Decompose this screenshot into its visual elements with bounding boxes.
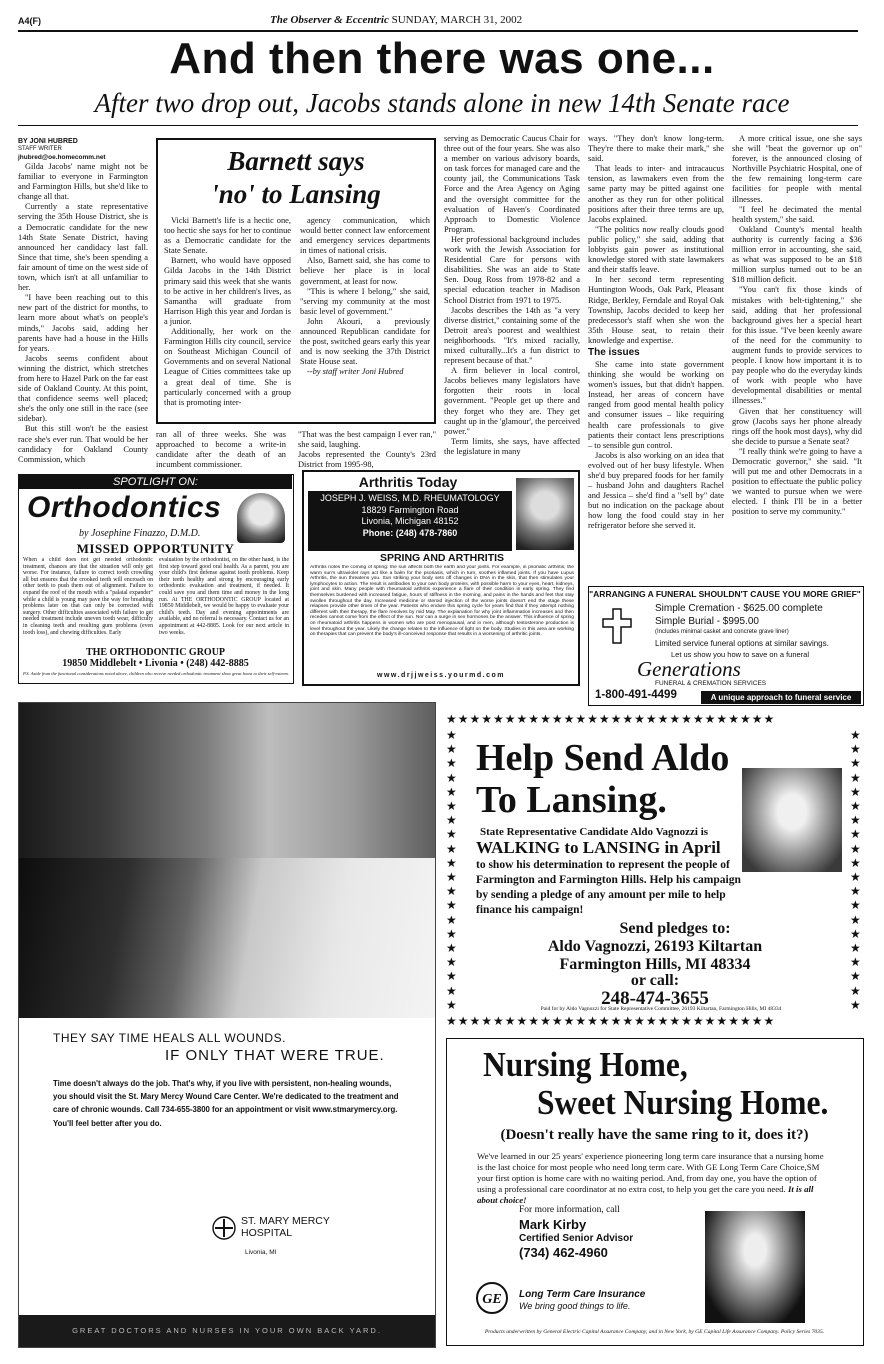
page-number: A4(F) [18, 16, 41, 26]
col5-subhead: The issues [588, 346, 640, 358]
funeral-burial: Simple Burial - $995.00 [655, 616, 759, 627]
mercy-photo-woman [19, 703, 435, 858]
funeral-brand-sub: FUNERAL & CREMATION SERVICES [655, 680, 767, 687]
col3-para: "That was the best campaign I ever ran," she said, laughing. Jacobs represented the County's 23rd District from 1995-98, [298, 430, 436, 470]
sidebar-credit: --by staff writer Joni Hubred [307, 367, 404, 377]
col4-para: Her professional background includes work with the Jewish Association for Residential Care for persons with disabilities. She was an aide to State Sen. Doug Ross from 1978-82 and a special education teacher in Madison School District from 1971 to 1975. [444, 234, 580, 305]
star-border-top: ★★★★★★★★★★★★★★★★★★★★★★★★★★★★ [446, 712, 776, 726]
col4-para: serving as Democratic Caucus Chair for three out of the four years. She was also a member on various advisory boards, on task forces for managed care and the county jail, the Communications Task Force and the Area Agency on Aging and the oversight committee for the evaluation of Haven's Coordinated Approach to Domestic Violence Program. [444, 134, 580, 234]
nursing-title-1: Nursing Home, [483, 1045, 688, 1084]
ortho-kicker: SPOTLIGHT ON: [19, 475, 292, 489]
article-col-4 [444, 134, 580, 457]
arthritis-url[interactable]: www.drjjweiss.yourmd.com [377, 672, 505, 679]
mercy-footer: GREAT DOCTORS AND NURSES IN YOUR OWN BACK YARD. [19, 1315, 435, 1347]
aldo-body-1: State Representative Candidate Aldo Vagnozzi is [480, 826, 709, 838]
ge-logo [475, 1281, 509, 1315]
aldo-phone[interactable]: 248-474-3655 [601, 988, 709, 1009]
nursing-phone[interactable]: (734) 462-4960 [519, 1245, 608, 1260]
star-border-bottom: ★★★★★★★★★★★★★★★★★★★★★★★★★★★★ [446, 1014, 776, 1028]
mercy-headline-2: IF ONLY THAT WERE TRUE. [165, 1047, 385, 1064]
nursing-body-text: We've learned in our 25 years' experience pioneering long term care insurance that a nursing home is the last choice for most people who need long term care. With GE Long Term Care Choice,SM your first option is home care with no waiting period. And, from day one, you have the option of using a professional care coordinator at no extra cost, to help you get the care you need. [477, 1151, 824, 1194]
sidebar-title-2: 'no' to Lansing [211, 179, 381, 209]
col2-continued [156, 430, 286, 470]
svg-text:GE: GE [482, 1292, 502, 1307]
aldo-addr-2: Farmington Hills, MI 48334 [559, 956, 751, 973]
article-col-6 [732, 134, 862, 518]
funeral-phone[interactable]: 1-800-491-4499 [595, 689, 677, 701]
funeral-cross-icon [597, 605, 637, 645]
ad-ge-nursing-home [446, 1038, 864, 1346]
nursing-subtitle: (Doesn't really have the same ring to it, does it?) [500, 1127, 809, 1143]
article-col-1 [18, 138, 148, 465]
col2-para: ran all of three weeks. She was approached to become a write-in candidate after the death of an incumbent commissioner. [156, 430, 286, 470]
arthritis-street: 18829 Farmington Road [361, 504, 459, 515]
ad-arthritis [302, 470, 580, 686]
headline: And then there was one... [169, 34, 715, 83]
col6-para: Oakland County's mental health authority is currently facing a $36 million error in accounting, she said, as what was supposed to be an $18 million surplus turned out to be an $18 million deficit. [732, 224, 862, 285]
arthritis-phone: Phone: (248) 478-7860 [362, 527, 458, 538]
sidebar-para: Additionally, her work on the Farmington Hills city council, service on Southeast Michigan Council of Governments and on several National League of Cities committees take up a great deal of time. She is particularly concerned with a group that is promoting inter- [164, 327, 291, 407]
aldo-body-2: WALKING to LANSING in April [476, 838, 721, 857]
nursing-fine: Products underwritten by General Electric Capital Assurance Company, and in New York, by GE Capital Life Assurance Company. Policy Series 7035. [484, 1329, 825, 1335]
paper-name: The Observer & Eccentric [270, 14, 389, 26]
col3-continued [298, 430, 436, 470]
star-border-right: ★ ★ ★ ★ ★ ★ ★ ★ ★ ★ ★ ★ ★ ★ ★ ★ ★ ★ ★ ★ [850, 728, 862, 1012]
col5-para: ways. "They don't know long-term. They're there to make their mark," she said. [588, 134, 724, 164]
nursing-brand: Long Term Care Insurance [519, 1289, 646, 1300]
funeral-cta: Let us show you how to save on a funeral [671, 650, 810, 659]
byline-title: STAFF WRITER [18, 146, 62, 152]
ad-funeral [588, 586, 864, 706]
col6-para: "I feel he decimated the mental health system," she said. [732, 204, 862, 224]
arthritis-heading: SPRING AND ARTHRITIS [379, 552, 505, 564]
ad-orthodontics [18, 474, 294, 684]
col5-para: Jacobs is also working on an idea that evolved out of her busy lifestyle. When she'd buy prepared foods for her family – husband John and daughters Rachel and Jessica – she'd find a "sell by" date but no indication on the package about how long the food could stay in her refrigerator before she served it. [588, 450, 724, 531]
nursing-body [477, 1151, 827, 1206]
arthritis-city: Livonia, Michigan 48152 [361, 516, 459, 526]
masthead [270, 14, 522, 26]
aldo-send: Send pledges to: [619, 920, 731, 937]
issue-date: SUNDAY, MARCH 31, 2002 [391, 14, 523, 26]
ortho-title: Orthodontics [27, 491, 222, 524]
col5-para: That leads to inter- and intracaucus tension, as lawmakers even from the same party may be pitted against one another as they run for other political positions after their three terms are up, Jacobs explained. [588, 164, 724, 224]
aldo-title-2: To Lansing. [476, 779, 667, 821]
nursing-name: Mark Kirby [519, 1217, 587, 1232]
col6-para: "I really think we're going to have a Democratic governor," she said. "It will put me and other Democrats in a position to effectuate the public policy we wanted to pursue when we were elected. I think I'll be in a better position to serve my community." [732, 446, 862, 517]
mercy-body: Time doesn't always do the job. That's why, if you live with persistent, non-healing wounds, you should visit the St. Mary Mercy Wound Care Center. We're dedicated to the treatment and care of chronic wounds. Call 734-655-3800 for an appointment or visit www.stmarymercy.org. You'll feel better after you do. [53, 1079, 399, 1128]
funeral-cremation: Simple Cremation - $625.00 complete [655, 603, 823, 614]
col4-para: Jacobs describes the 14th as "a very diverse district," containing some of the Detroit area's poorest and wealthiest neighborhoods. "It's mixed racially, mixed culturally...It's a fun district to represent because of that." [444, 305, 580, 366]
aldo-body-3: to show his determination to represent the people of Farmington and Farmington Hills. Help his campaign by sending a pledge of any amount per mile to help finance his campaign! [476, 859, 741, 916]
col1-para: Currently a state representative serving the 35th House District, she is a Democratic candidate for the new 14th State Senate District, having announced her candidacy last fall. Since that time, she's been spending a fair amount of time on the west side of town, which isn't at all unfamiliar to her. [18, 202, 148, 293]
sidebar-para: agency communication, which would better connect law enforcement and emergency services departments in times of national crisis. [300, 216, 430, 256]
col5-para: In her second term representing Huntington Woods, Oak Park, Pleasant Ridge, Berkley, Ferndale and Royal Oak Township, Jacobs decided to keep her predecessor's staff when she won the 35th House seat, to retain their knowledge and expertise. [588, 275, 724, 345]
col1-para: Gilda Jacobs' name might not be familiar to everyone in Farmington and Farmington Hills, but she'd like to change all that. [18, 162, 148, 202]
star-border-left: ★ ★ ★ ★ ★ ★ ★ ★ ★ ★ ★ ★ ★ ★ ★ ★ ★ ★ ★ ★ [446, 728, 458, 1012]
nursing-brand-tag: We bring good things to life. [519, 1301, 631, 1311]
mercy-photo-man [19, 858, 435, 1018]
aldo-orcall: or call: [630, 972, 680, 989]
mercy-cross-icon [211, 1215, 237, 1241]
byline-name: BY JONI HUBRED [18, 138, 78, 145]
col1-para: "I have been reaching out to this new part of the district for months, to learn more about what's on people's minds," Jacobs said, adding her parents have had a house in the Hills for years. [18, 293, 148, 353]
col1-para: Jacobs seems confident about winning the district, which stretches from here to Hazel Park on the far east side of Oakland County. At this point, that confidence seems well placed; she's the only one still in the race (see sidebar). [18, 353, 148, 424]
sidebar-title-1: Barnett says [227, 146, 365, 176]
article-col-5 [588, 134, 724, 532]
col6-para: "You can't fix those kinds of mistakes with belt-tightening," she said, adding that her professional background gives her a special heart for this issue. "I've been keenly aware of the need for the community to augment funds to provide services to people. I know how important it is to pay people who do the everyday kinds of work with people who have developmental disabilities or mental illnesses." [732, 285, 862, 406]
ad-st-mary-mercy [18, 702, 436, 1348]
ortho-firm: THE ORTHODONTIC GROUP [85, 647, 226, 658]
ortho-ps: P.S. Aside from the functional considerations noted above, children who receive needed orthodontic treatment show great boost to their self-esteem. [23, 671, 289, 676]
mercy-logo-1: ST. MARY MERCY [241, 1215, 330, 1227]
sidebar-box [156, 138, 436, 424]
sidebar-para: Also, Barnett said, she has come to believe her place is in local government, at least for now. [300, 256, 430, 286]
col6-para: Given that her constituency will grow (Jacobs says her phone already rings off the hook most days), why did she decide to pursue a Senate seat? [732, 406, 862, 446]
col6-para: A more critical issue, one she says she will "beat the governor up on" forever, is the announced closing of Northville Psychiatric Hospital, one of the few remaining long-term care facilities for people with mental illnesses. [732, 134, 862, 204]
nursing-info: For more information, call [519, 1205, 620, 1215]
col5-para: She came into state government thinking she would be working on women's issues, but that didn't happen. Instead, her areas of concern have ranged from good mental health policy and consumer issues – like requiring health care professionals to give patients their contact lens prescriptions – to sensible gun control. [588, 359, 724, 450]
nursing-agent-photo [705, 1211, 805, 1323]
nursing-role: Certified Senior Advisor [519, 1233, 634, 1244]
col5-para: "The politics now really clouds good public policy," she said, adding that lobbyists gain power as institutional knowledge stored with state lawmakers and their staffs leave. [588, 224, 724, 275]
aldo-addr-1: Aldo Vagnozzi, 26193 Kiltartan [547, 938, 763, 955]
ortho-heading: MISSED OPPORTUNITY [76, 541, 235, 556]
mercy-logo-2: HOSPITAL [241, 1227, 293, 1239]
mercy-logo-city: Livonia, MI [245, 1249, 277, 1256]
arthritis-body: Arthritis notes the coming of spring: the sun affects both the earth and your joints. For example, in psoriatic arthritis, the warm sun's ultraviolet rays act like a balm for the psoriasis, which in turn, soothes inflamed joints. If you have Lupus Arthritis, the sun threatens you. Sun striking your body sets off changes in DNA in the skin, that then stimulates your lymphocytes to action. The result is antibodies to your own body proteins, with possible harm to your eyes, heart, kidneys, joint and skin. Many people with rheumatoid arthritis experience a flare of their condition in early spring. They find themselves burdened with increased fatigue, hours of stiffness in the morning, and pains in the hands and feet that stay swollen throughout the day. Increased medicine or steroid injection of the worse joints doesn't end the stage these relapses provide other times of the year. Patients who endure this spring cycle for years find that if they attempt nothing different with their therapy, the flare resolves by mid May. The explanation for why joint inflammation increases and then recedes cannot come from the effect of the sun. Nor can a surge in sex hormones be the answer. This influence of spring on rheumatoid arthritis happens in women who are post menopausal, and in men, although testosterone production is level throughout the year. Likely the change relates to the influence of light on the body. Studies in this area are working on therapies that can prevent the body's ill-conceived response that results in a worsening of arthritic joints. [310, 565, 574, 638]
col4-para: Term limits, she says, have affected the legislature in many [444, 436, 580, 456]
funeral-options: Limited service funeral options at similar savings. [655, 639, 829, 648]
aldo-photo [742, 768, 842, 872]
funeral-headline: "ARRANGING A FUNERAL SHOULDN'T CAUSE YOU MORE GRIEF" [589, 589, 861, 599]
col4-para: A firm believer in local control, Jacobs believes many legislators have forgotten their roots in local government. "People get up there and they forget who they are. They get caught up in the 'glamour', the perceived power." [444, 366, 580, 436]
ortho-body-a: When a child does not get needed orthodontic treatment, chances are that the situation will only get worse. For instance, failure to correct tooth crowding all but ensures that the crooked teeth will encroach on other teeth to push them out of alignment. Failure to expand the roof of the mouth with a "palatal expander" while a child is young may pave the way for breathing problems later on that can only be corrected with surgery. Other difficulties associated with failure to get needed treatment include uneven tooth wear, difficulty in cleaning teeth and resulting gum problems (even tooth loss), and chewing difficulties. Early [23, 557, 153, 636]
arthritis-header [308, 491, 512, 551]
funeral-burial-note: (Includes minimal casket and concrete grave liner) [655, 629, 789, 635]
ortho-author-photo [237, 493, 285, 543]
byline-email: jhubred@oe.homecomm.net [18, 154, 106, 161]
subhead: After two drop out, Jacobs stands alone in new 14th Senate race [94, 88, 790, 118]
funeral-tagline: A unique approach to funeral service [701, 691, 861, 704]
col1-para: But this still won't be the easiest race she's ever run. That would be her candidacy for Oakland County Commission, which [18, 424, 148, 464]
aldo-title-1: Help Send Aldo [476, 737, 730, 779]
mercy-headline-1: THEY SAY TIME HEALS ALL WOUNDS. [53, 1031, 286, 1045]
funeral-brand: Generations [637, 657, 741, 681]
sidebar-para: Vicki Barnett's life is a hectic one, too hectic she says for her to continue as a Democratic candidate for the State Senate. [164, 216, 291, 256]
aldo-paidfor: Paid for by Aldo Vagnozzi for State Representative Committee, 26193 Kiltartan, Farmington Hills, MI 48334 [540, 1006, 782, 1012]
nursing-title-2: Sweet Nursing Home. [537, 1083, 829, 1122]
sidebar-para: John Akouri, a previously announced Republican candidate for the post, switched gears early this year and is now seeking the 37th District State House seat. [300, 316, 430, 367]
arthritis-title: Arthritis Today [358, 474, 458, 490]
arthritis-doctor: JOSEPH J. WEISS, M.D. RHEUMATOLOGY [320, 493, 500, 503]
ortho-body-b: evaluation by the orthodontist, on the other hand, is the first step toward good oral health. As a parent, you are your child's first defense against tooth problems. Keep their teeth healthy and strong by encouraging early orthodontic evaluation and treatment, if needed. It could save you and them time and money in the long run. At THE ORTHODONTIC GROUP located at 19850 Middlebelt, we would be happy to evaluate your child's teeth. Day and evening appointments are available, and no referral is necessary. Contact us for an appointment at 442-8885. Look for our next article in two weeks. [159, 557, 289, 636]
ad-help-send-aldo [446, 712, 864, 1030]
sidebar-para: Barnett, who would have opposed Gilda Jacobs in the 14th District primary said this week that she wants to be active in her children's lives, as Samantha will graduate from Harrison High this year and Jordan is a junior. [164, 256, 291, 326]
sidebar-para: "This is where I belong," she said, "serving my community at the most basic level of government." [300, 286, 430, 316]
arthritis-doctor-photo [516, 478, 574, 550]
ortho-author: by Josephine Finazzo, D.M.D. [79, 528, 201, 539]
ortho-address: 19850 Middlebelt • Livonia • (248) 442-8885 [62, 658, 249, 669]
nursing-body-em: It is all about choice! [477, 1184, 814, 1205]
